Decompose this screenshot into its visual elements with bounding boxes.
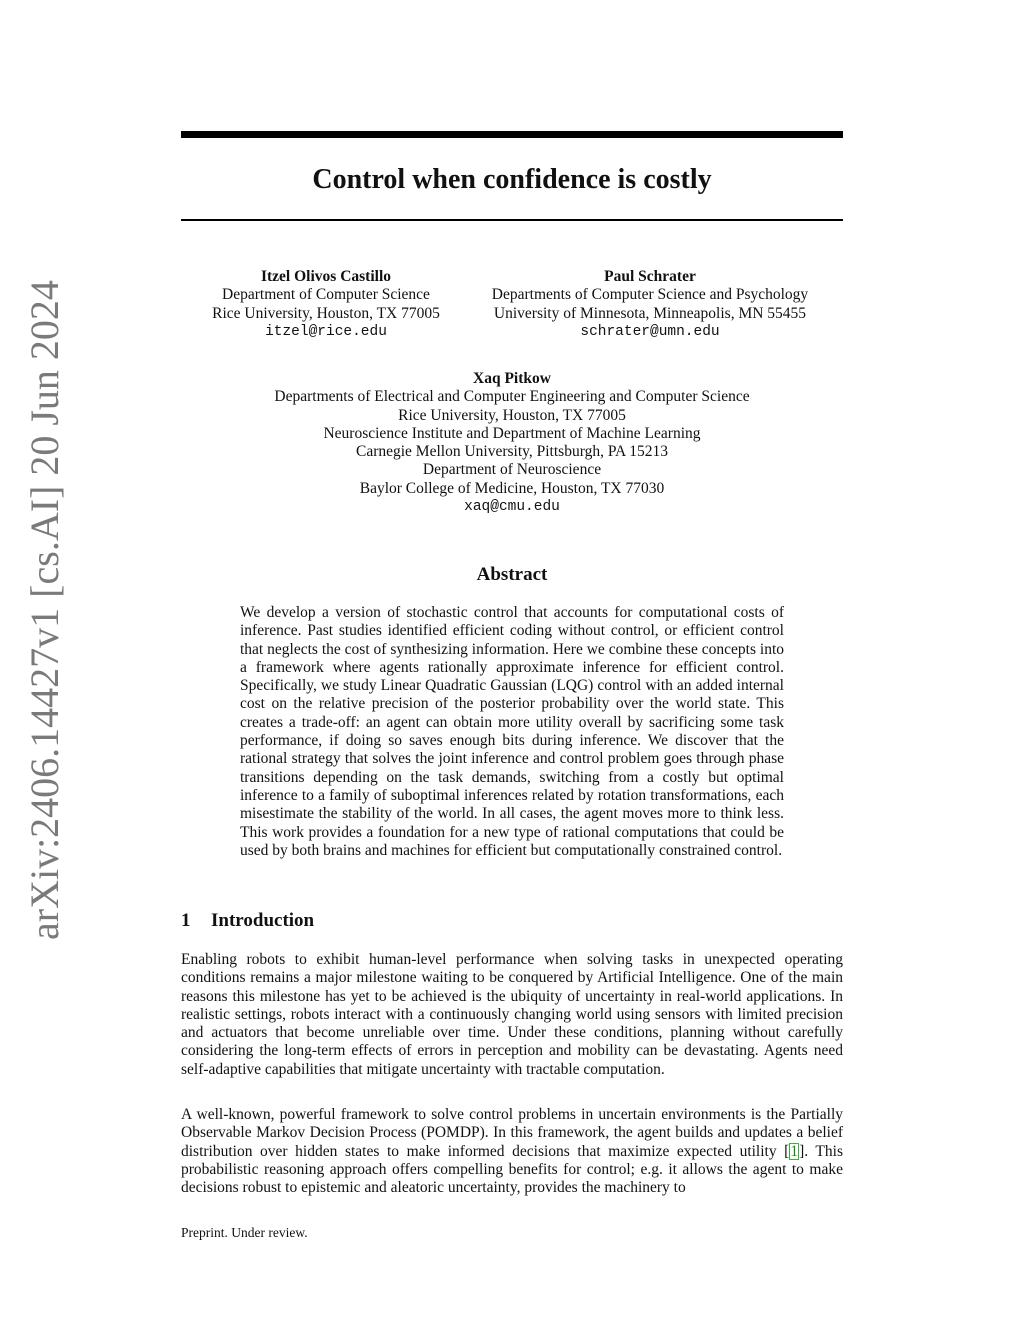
title-bottom-rule bbox=[181, 219, 843, 221]
paragraph-text: ]. This probabilistic reasoning approach offers compelling benefits for control; e.g. it allows the agent to make decisions robust to epistemic and aleatoric uncertainty, provides the machinery to bbox=[181, 1142, 843, 1197]
author-block bbox=[181, 370, 843, 516]
author-affiliation: Neuroscience Institute and Department of Machine Learning bbox=[323, 424, 701, 442]
section-title: Introduction bbox=[211, 910, 315, 931]
abstract-heading: Abstract bbox=[476, 564, 548, 585]
author-affiliation: Rice University, Houston, TX 77005 bbox=[398, 406, 626, 424]
author-affiliation: Carnegie Mellon University, Pittsburgh, PA 15213 bbox=[355, 443, 668, 461]
author-affiliation: Department of Neuroscience bbox=[422, 461, 602, 479]
author-affiliation: Department of Computer Science bbox=[222, 286, 430, 304]
author-name: Itzel Olivos Castillo bbox=[260, 268, 392, 285]
author-email[interactable]: xaq@cmu.edu bbox=[464, 499, 560, 516]
section-heading bbox=[181, 909, 843, 933]
paper-title: Control when confidence is costly bbox=[312, 164, 712, 195]
author-email[interactable]: schrater@umn.edu bbox=[580, 323, 720, 340]
section-number: 1 bbox=[181, 910, 191, 931]
arxiv-identifier-stamp: arXiv:2406.14427v1 [cs.AI] 20 Jun 2024 bbox=[22, 280, 67, 940]
title-top-rule bbox=[181, 131, 843, 138]
intro-paragraph bbox=[181, 1106, 843, 1197]
citation-link[interactable]: 1 bbox=[790, 1142, 799, 1160]
author-name: Paul Schrater bbox=[604, 268, 696, 285]
author-affiliation: Rice University, Houston, TX 77005 bbox=[212, 304, 440, 322]
author-affiliation: Departments of Computer Science and Psychology bbox=[491, 286, 809, 304]
author-name: Xaq Pitkow bbox=[473, 370, 551, 387]
author-block bbox=[470, 268, 830, 341]
footer-note: Preprint. Under review. bbox=[181, 1225, 308, 1240]
author-affiliation: Departments of Electrical and Computer Engineering and Computer Science bbox=[274, 388, 750, 406]
author-affiliation: Baylor College of Medicine, Houston, TX 77030 bbox=[359, 479, 665, 497]
intro-paragraph: Enabling robots to exhibit human-level performance when solving tasks in unexpected operating conditions remains a major milestone waiting to be conquered by Artificial Intelligence. One of the main reasons this milestone has yet to be achieved is the ubiquity of uncertainty in real-world applications. In realistic settings, robots interact with a continuously changing world using sensors with limited precision and actuators that become unreliable over time. Under these conditions, planning without carefully considering the long-term effects of errors in perception and mobility can be devastating. Agents need self-adaptive capabilities that mitigate uncertainty with tractable computation. bbox=[181, 951, 843, 1078]
author-block bbox=[180, 268, 472, 341]
author-email[interactable]: itzel@rice.edu bbox=[265, 323, 387, 340]
paragraph-text: A well-known, powerful framework to solve control problems in uncertain environments is the Partially Observable Markov Decision Process (POMDP). In this framework, the agent builds and updates a belief distribution over hidden states to make informed decisions that maximize expected utility [ bbox=[181, 1106, 843, 1160]
abstract-text: We develop a version of stochastic control that accounts for computational costs of inference. Past studies identified efficient coding without control, or efficient control that neglects the cost of synthesizing information. Here we combine these concepts into a framework where agents rationally approximate inference for efficient control. Specifically, we study Linear Quadratic Gaussian (LQG) control with an added internal cost on the relative precision of the posterior probability over the world state. This creates a trade-off: an agent can obtain more utility overall by sacrificing some task performance, if doing so saves enough bits during inference. We discover that the rational strategy that solves the joint inference and control problem goes through phase transitions depending on the task demands, switching from a costly but optimal inference to a family of suboptimal inferences related by rotation transformations, each misestimate the stability of the world. In all cases, the agent moves more to think less. This work provides a foundation for a new type of rational computations that could be used by both brains and machines for efficient but computationally constrained control. bbox=[240, 604, 784, 859]
author-affiliation: University of Minnesota, Minneapolis, MN 55455 bbox=[493, 304, 807, 322]
